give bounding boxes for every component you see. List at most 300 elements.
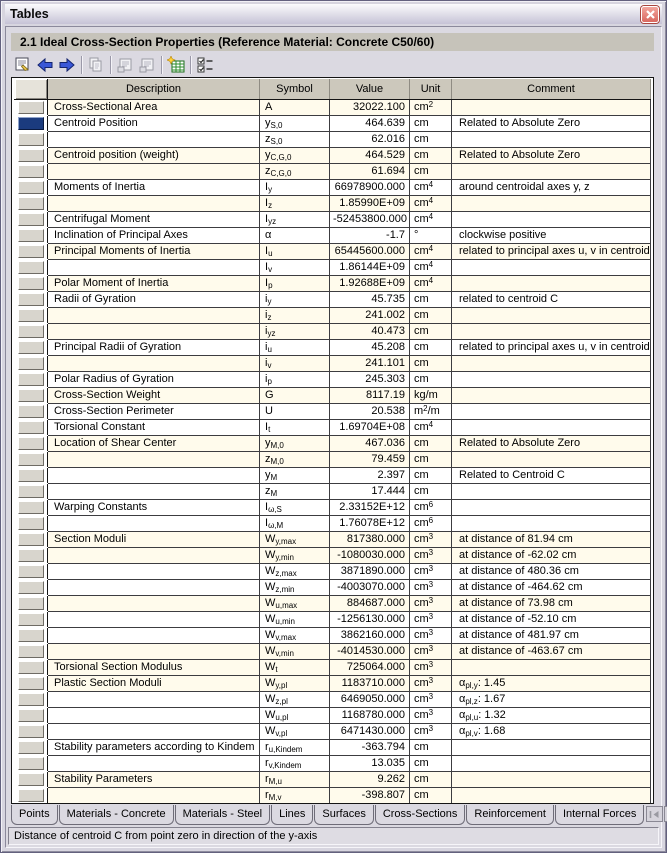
symbol-cell[interactable]: $i_z$ bbox=[260, 307, 330, 323]
row-selector-cell[interactable] bbox=[15, 195, 48, 211]
row-selector-button[interactable] bbox=[18, 597, 44, 610]
unit-cell[interactable]: cm bbox=[410, 291, 452, 307]
comment-cell[interactable]: at distance of 480.36 cm bbox=[452, 563, 651, 579]
unit-cell[interactable]: cm bbox=[410, 435, 452, 451]
row-selector-cell[interactable] bbox=[15, 547, 48, 563]
row-selector-cell[interactable] bbox=[15, 723, 48, 739]
table-row[interactable] bbox=[15, 451, 651, 467]
row-selector-cell[interactable] bbox=[15, 451, 48, 467]
row-selector-cell[interactable] bbox=[15, 659, 48, 675]
row-selector-button[interactable] bbox=[18, 757, 44, 770]
table-row[interactable] bbox=[15, 547, 651, 563]
table-row[interactable] bbox=[15, 691, 651, 707]
symbol-cell[interactable]: $I_y$ bbox=[260, 179, 330, 195]
unit-cell[interactable]: cm bbox=[410, 787, 452, 803]
row-selector-button[interactable] bbox=[18, 421, 44, 434]
symbol-cell[interactable]: $I_p$ bbox=[260, 275, 330, 291]
symbol-cell[interactable]: $y_{S,0}$ bbox=[260, 115, 330, 131]
table-row[interactable] bbox=[15, 755, 651, 771]
symbol-cell[interactable]: $i_p$ bbox=[260, 371, 330, 387]
unit-cell[interactable]: cm bbox=[410, 147, 452, 163]
row-selector-button[interactable] bbox=[18, 677, 44, 690]
table-row[interactable] bbox=[15, 611, 651, 627]
row-selector-button[interactable] bbox=[18, 325, 44, 338]
comment-cell[interactable]: Related to Absolute Zero bbox=[452, 147, 651, 163]
row-selector-cell[interactable] bbox=[15, 179, 48, 195]
row-selector-button[interactable] bbox=[18, 629, 44, 642]
row-selector-cell[interactable] bbox=[15, 531, 48, 547]
unit-cell[interactable]: $cm^3$ bbox=[410, 547, 452, 563]
symbol-cell[interactable]: $I_v$ bbox=[260, 259, 330, 275]
comment-cell[interactable] bbox=[452, 355, 651, 371]
comment-cell[interactable] bbox=[452, 483, 651, 499]
comment-cell[interactable] bbox=[452, 131, 651, 147]
unit-cell[interactable]: cm bbox=[410, 163, 452, 179]
value-cell[interactable]: 2.397 bbox=[330, 467, 410, 483]
comment-cell[interactable]: related to centroid C bbox=[452, 291, 651, 307]
comment-cell[interactable]: at distance of 481.97 cm bbox=[452, 627, 651, 643]
description-cell[interactable]: Principal Moments of Inertia bbox=[48, 243, 260, 259]
row-selector-button[interactable] bbox=[18, 309, 44, 322]
description-cell[interactable]: Plastic Section Moduli bbox=[48, 675, 260, 691]
tab-lines[interactable]: Lines bbox=[271, 805, 313, 825]
row-selector-button[interactable] bbox=[18, 693, 44, 706]
row-selector-cell[interactable] bbox=[15, 707, 48, 723]
value-cell[interactable]: 13.035 bbox=[330, 755, 410, 771]
comment-cell[interactable]: clockwise positive bbox=[452, 227, 651, 243]
unit-cell[interactable]: $cm^3$ bbox=[410, 691, 452, 707]
value-cell[interactable]: 8117.19 bbox=[330, 387, 410, 403]
unit-cell[interactable]: cm bbox=[410, 755, 452, 771]
table-row[interactable] bbox=[15, 179, 651, 195]
comment-cell[interactable] bbox=[452, 739, 651, 755]
next-table-button[interactable] bbox=[56, 54, 78, 76]
unit-cell[interactable]: $cm^3$ bbox=[410, 723, 452, 739]
unit-cell[interactable]: cm bbox=[410, 451, 452, 467]
unit-cell[interactable]: $cm^2$ bbox=[410, 99, 452, 115]
row-selector-cell[interactable] bbox=[15, 579, 48, 595]
description-cell[interactable]: Cross-Section Perimeter bbox=[48, 403, 260, 419]
unit-cell[interactable]: cm bbox=[410, 323, 452, 339]
row-selector-cell[interactable] bbox=[15, 211, 48, 227]
table-row[interactable] bbox=[15, 115, 651, 131]
value-cell[interactable]: 2.33152E+12 bbox=[330, 499, 410, 515]
unit-cell[interactable]: $cm^4$ bbox=[410, 243, 452, 259]
table-row[interactable] bbox=[15, 371, 651, 387]
row-selector-button[interactable] bbox=[18, 181, 44, 194]
value-cell[interactable]: 1.76078E+12 bbox=[330, 515, 410, 531]
description-cell[interactable] bbox=[48, 595, 260, 611]
value-cell[interactable]: 1.86144E+09 bbox=[330, 259, 410, 275]
description-cell[interactable] bbox=[48, 355, 260, 371]
symbol-cell[interactable]: $I_u$ bbox=[260, 243, 330, 259]
table-row[interactable] bbox=[15, 339, 651, 355]
value-cell[interactable]: 1.85990E+09 bbox=[330, 195, 410, 211]
description-cell[interactable]: Polar Radius of Gyration bbox=[48, 371, 260, 387]
symbol-cell[interactable]: $z_{C,G,0}$ bbox=[260, 163, 330, 179]
value-cell[interactable]: 40.473 bbox=[330, 323, 410, 339]
table-row[interactable] bbox=[15, 227, 651, 243]
symbol-cell[interactable]: $W_{v,min}$ bbox=[260, 643, 330, 659]
row-selector-button[interactable] bbox=[18, 581, 44, 594]
table-row[interactable] bbox=[15, 723, 651, 739]
comment-cell[interactable]: at distance of -464.62 cm bbox=[452, 579, 651, 595]
table-row[interactable] bbox=[15, 195, 651, 211]
table-row[interactable] bbox=[15, 579, 651, 595]
comment-cell[interactable] bbox=[452, 307, 651, 323]
comment-cell[interactable] bbox=[452, 755, 651, 771]
symbol-cell[interactable]: $y_{M,0}$ bbox=[260, 435, 330, 451]
symbol-cell[interactable]: $W_{y,pl}$ bbox=[260, 675, 330, 691]
row-selector-cell[interactable] bbox=[15, 755, 48, 771]
value-cell[interactable]: 17.444 bbox=[330, 483, 410, 499]
description-cell[interactable] bbox=[48, 563, 260, 579]
description-cell[interactable] bbox=[48, 307, 260, 323]
symbol-cell[interactable]: $I_t$ bbox=[260, 419, 330, 435]
description-cell[interactable] bbox=[48, 163, 260, 179]
comment-cell[interactable] bbox=[452, 515, 651, 531]
comment-cell[interactable] bbox=[452, 499, 651, 515]
row-selector-button[interactable] bbox=[18, 357, 44, 370]
value-cell[interactable]: 62.016 bbox=[330, 131, 410, 147]
row-selector-button[interactable] bbox=[18, 741, 44, 754]
description-cell[interactable]: Centroid Position bbox=[48, 115, 260, 131]
table-row[interactable] bbox=[15, 531, 651, 547]
value-cell[interactable]: 1.92688E+09 bbox=[330, 275, 410, 291]
row-selector-button[interactable] bbox=[18, 773, 44, 786]
table-row[interactable] bbox=[15, 275, 651, 291]
unit-cell[interactable]: cm bbox=[410, 307, 452, 323]
description-cell[interactable] bbox=[48, 195, 260, 211]
value-cell[interactable]: -363.794 bbox=[330, 739, 410, 755]
comment-cell[interactable]: related to principal axes u, v in centroid bbox=[452, 243, 651, 259]
row-selector-cell[interactable] bbox=[15, 627, 48, 643]
unit-cell[interactable]: $cm^3$ bbox=[410, 531, 452, 547]
tab-materials-steel[interactable]: Materials - Steel bbox=[175, 805, 270, 825]
row-selector-cell[interactable] bbox=[15, 115, 48, 131]
row-selector-button[interactable] bbox=[18, 709, 44, 722]
row-selector-cell[interactable] bbox=[15, 163, 48, 179]
value-cell[interactable]: -398.807 bbox=[330, 787, 410, 803]
row-selector-cell[interactable] bbox=[15, 323, 48, 339]
row-selector-cell[interactable] bbox=[15, 291, 48, 307]
tab-materials-concrete[interactable]: Materials - Concrete bbox=[59, 805, 174, 825]
symbol-cell[interactable]: $y_M$ bbox=[260, 467, 330, 483]
value-cell[interactable]: 3871890.000 bbox=[330, 563, 410, 579]
symbol-cell[interactable]: $z_{M,0}$ bbox=[260, 451, 330, 467]
symbol-cell[interactable]: $W_{z,min}$ bbox=[260, 579, 330, 595]
row-selector-cell[interactable] bbox=[15, 435, 48, 451]
tab-internal-forces[interactable]: Internal Forces bbox=[555, 805, 644, 825]
unit-cell[interactable]: $cm^6$ bbox=[410, 515, 452, 531]
comment-cell[interactable] bbox=[452, 163, 651, 179]
table-row[interactable] bbox=[15, 323, 651, 339]
value-cell[interactable]: -4003070.000 bbox=[330, 579, 410, 595]
table-row[interactable] bbox=[15, 211, 651, 227]
unit-cell[interactable]: $cm^4$ bbox=[410, 195, 452, 211]
table-row[interactable] bbox=[15, 419, 651, 435]
value-cell[interactable]: 884687.000 bbox=[330, 595, 410, 611]
description-cell[interactable]: Cross-Section Weight bbox=[48, 387, 260, 403]
row-selector-cell[interactable] bbox=[15, 403, 48, 419]
value-cell[interactable]: 9.262 bbox=[330, 771, 410, 787]
value-cell[interactable]: 32022.100 bbox=[330, 99, 410, 115]
row-selector-button[interactable] bbox=[18, 341, 44, 354]
report-pages-button[interactable] bbox=[136, 54, 158, 76]
value-cell[interactable]: 79.459 bbox=[330, 451, 410, 467]
symbol-cell[interactable]: U bbox=[260, 403, 330, 419]
symbol-cell[interactable]: $W_{v,pl}$ bbox=[260, 723, 330, 739]
comment-cell[interactable] bbox=[452, 787, 651, 803]
table-row[interactable] bbox=[15, 739, 651, 755]
comment-cell[interactable]: at distance of 81.94 cm bbox=[452, 531, 651, 547]
comment-cell[interactable]: around centroidal axes y, z bbox=[452, 179, 651, 195]
row-selector-cell[interactable] bbox=[15, 147, 48, 163]
row-selector-button[interactable] bbox=[18, 277, 44, 290]
row-selector-button[interactable] bbox=[18, 469, 44, 482]
comment-cell[interactable]: Related to Centroid C bbox=[452, 467, 651, 483]
symbol-cell[interactable]: $W_{y,max}$ bbox=[260, 531, 330, 547]
description-cell[interactable]: Torsional Constant bbox=[48, 419, 260, 435]
unit-cell[interactable]: $cm^3$ bbox=[410, 595, 452, 611]
row-selector-cell[interactable] bbox=[15, 675, 48, 691]
description-cell[interactable]: Principal Radii of Gyration bbox=[48, 339, 260, 355]
value-cell[interactable]: 1168780.000 bbox=[330, 707, 410, 723]
value-cell[interactable]: 725064.000 bbox=[330, 659, 410, 675]
table-row[interactable] bbox=[15, 499, 651, 515]
row-selector-cell[interactable] bbox=[15, 611, 48, 627]
row-selector-cell[interactable] bbox=[15, 355, 48, 371]
comment-cell[interactable] bbox=[452, 387, 651, 403]
symbol-cell[interactable]: $r_{u,Kindem}$ bbox=[260, 739, 330, 755]
row-selector-cell[interactable] bbox=[15, 259, 48, 275]
value-cell[interactable]: 66978900.000 bbox=[330, 179, 410, 195]
comment-cell[interactable] bbox=[452, 403, 651, 419]
description-cell[interactable] bbox=[48, 323, 260, 339]
unit-cell[interactable]: cm bbox=[410, 355, 452, 371]
row-selector-cell[interactable] bbox=[15, 419, 48, 435]
row-selector-button[interactable] bbox=[18, 165, 44, 178]
description-cell[interactable] bbox=[48, 611, 260, 627]
row-selector-cell[interactable] bbox=[15, 483, 48, 499]
description-cell[interactable]: Centroid position (weight) bbox=[48, 147, 260, 163]
comment-cell[interactable]: $\alpha_{pl,z}$: 1.67 bbox=[452, 691, 651, 707]
description-cell[interactable]: Inclination of Principal Axes bbox=[48, 227, 260, 243]
description-cell[interactable]: Radii of Gyration bbox=[48, 291, 260, 307]
copy-button[interactable] bbox=[85, 54, 107, 76]
unit-cell[interactable]: cm bbox=[410, 339, 452, 355]
unit-cell[interactable]: cm bbox=[410, 467, 452, 483]
row-selector-cell[interactable] bbox=[15, 131, 48, 147]
description-cell[interactable] bbox=[48, 755, 260, 771]
row-selector-button[interactable] bbox=[18, 229, 44, 242]
value-cell[interactable]: 1183710.000 bbox=[330, 675, 410, 691]
row-selector-button[interactable] bbox=[18, 661, 44, 674]
row-selector-cell[interactable] bbox=[15, 515, 48, 531]
row-selector-button[interactable] bbox=[18, 245, 44, 258]
description-cell[interactable]: Section Moduli bbox=[48, 531, 260, 547]
value-cell[interactable]: 61.694 bbox=[330, 163, 410, 179]
row-selector-button[interactable] bbox=[18, 453, 44, 466]
row-selector-button[interactable] bbox=[18, 789, 44, 802]
value-cell[interactable]: -1.7 bbox=[330, 227, 410, 243]
unit-cell[interactable]: cm bbox=[410, 739, 452, 755]
row-selector-cell[interactable] bbox=[15, 371, 48, 387]
close-button[interactable] bbox=[641, 6, 659, 23]
row-selector-button[interactable] bbox=[18, 533, 44, 546]
value-cell[interactable]: 45.735 bbox=[330, 291, 410, 307]
row-selector-button[interactable] bbox=[18, 405, 44, 418]
row-selector-cell[interactable] bbox=[15, 563, 48, 579]
description-cell[interactable] bbox=[48, 547, 260, 563]
symbol-cell[interactable]: $W_{z,max}$ bbox=[260, 563, 330, 579]
description-cell[interactable] bbox=[48, 467, 260, 483]
display-options-button[interactable] bbox=[194, 54, 216, 76]
comment-cell[interactable]: $\alpha_{pl,u}$: 1.32 bbox=[452, 707, 651, 723]
comment-cell[interactable]: $\alpha_{pl,y}$: 1.45 bbox=[452, 675, 651, 691]
description-cell[interactable] bbox=[48, 723, 260, 739]
unit-cell[interactable]: cm bbox=[410, 115, 452, 131]
row-selector-cell[interactable] bbox=[15, 99, 48, 115]
description-cell[interactable] bbox=[48, 691, 260, 707]
value-cell[interactable]: 6471430.000 bbox=[330, 723, 410, 739]
row-selector-button[interactable] bbox=[18, 501, 44, 514]
table-row[interactable] bbox=[15, 595, 651, 611]
comment-cell[interactable] bbox=[452, 659, 651, 675]
symbol-cell[interactable]: $I_{yz}$ bbox=[260, 211, 330, 227]
symbol-cell[interactable]: $i_y$ bbox=[260, 291, 330, 307]
table-row[interactable] bbox=[15, 163, 651, 179]
value-cell[interactable]: 464.639 bbox=[330, 115, 410, 131]
description-cell[interactable] bbox=[48, 515, 260, 531]
comment-cell[interactable]: at distance of 73.98 cm bbox=[452, 595, 651, 611]
unit-cell[interactable]: $cm^3$ bbox=[410, 563, 452, 579]
row-selector-cell[interactable] bbox=[15, 339, 48, 355]
value-cell[interactable]: -1080030.000 bbox=[330, 547, 410, 563]
row-selector-cell[interactable] bbox=[15, 307, 48, 323]
row-selector-button[interactable] bbox=[18, 485, 44, 498]
row-selector-cell[interactable] bbox=[15, 771, 48, 787]
description-cell[interactable]: Polar Moment of Inertia bbox=[48, 275, 260, 291]
comment-cell[interactable]: $\alpha_{pl,v}$: 1.68 bbox=[452, 723, 651, 739]
value-cell[interactable]: 65445600.000 bbox=[330, 243, 410, 259]
unit-cell[interactable]: $cm^3$ bbox=[410, 579, 452, 595]
unit-cell[interactable]: $cm^3$ bbox=[410, 643, 452, 659]
row-selector-cell[interactable] bbox=[15, 595, 48, 611]
unit-cell[interactable]: $m^2/m$ bbox=[410, 403, 452, 419]
unit-cell[interactable]: $cm^4$ bbox=[410, 211, 452, 227]
row-selector-button[interactable] bbox=[18, 725, 44, 738]
row-selector-button[interactable] bbox=[18, 293, 44, 306]
symbol-cell[interactable]: $W_{u,min}$ bbox=[260, 611, 330, 627]
symbol-cell[interactable]: $r_{v,Kindem}$ bbox=[260, 755, 330, 771]
table-row[interactable] bbox=[15, 147, 651, 163]
description-cell[interactable] bbox=[48, 707, 260, 723]
comment-cell[interactable] bbox=[452, 371, 651, 387]
comment-cell[interactable]: Related to Absolute Zero bbox=[452, 435, 651, 451]
symbol-cell[interactable]: $z_M$ bbox=[260, 483, 330, 499]
description-cell[interactable] bbox=[48, 483, 260, 499]
unit-cell[interactable]: cm bbox=[410, 771, 452, 787]
row-selector-button[interactable] bbox=[18, 149, 44, 162]
description-cell[interactable]: Cross-Sectional Area bbox=[48, 99, 260, 115]
description-cell[interactable] bbox=[48, 787, 260, 803]
unit-cell[interactable]: $cm^4$ bbox=[410, 179, 452, 195]
unit-cell[interactable]: $cm^4$ bbox=[410, 259, 452, 275]
description-cell[interactable] bbox=[48, 627, 260, 643]
row-selector-cell[interactable] bbox=[15, 643, 48, 659]
unit-cell[interactable]: cm bbox=[410, 131, 452, 147]
unit-cell[interactable]: $cm^3$ bbox=[410, 707, 452, 723]
properties-button[interactable] bbox=[12, 54, 34, 76]
unit-cell[interactable]: $cm^3$ bbox=[410, 659, 452, 675]
table-row[interactable] bbox=[15, 259, 651, 275]
row-selector-cell[interactable] bbox=[15, 243, 48, 259]
tab-cross-sections[interactable]: Cross-Sections bbox=[375, 805, 466, 825]
row-selector-button[interactable] bbox=[18, 517, 44, 530]
titlebar[interactable] bbox=[5, 4, 662, 24]
table-row[interactable] bbox=[15, 435, 651, 451]
comment-cell[interactable] bbox=[452, 419, 651, 435]
unit-cell[interactable]: $cm^3$ bbox=[410, 675, 452, 691]
row-selector-button[interactable] bbox=[18, 373, 44, 386]
value-cell[interactable]: -52453800.000 bbox=[330, 211, 410, 227]
symbol-cell[interactable]: $W_{y,min}$ bbox=[260, 547, 330, 563]
symbol-cell[interactable]: $W_{u,max}$ bbox=[260, 595, 330, 611]
symbol-cell[interactable]: $i_v$ bbox=[260, 355, 330, 371]
unit-cell[interactable]: $cm^4$ bbox=[410, 275, 452, 291]
comment-cell[interactable]: at distance of -62.02 cm bbox=[452, 547, 651, 563]
symbol-cell[interactable]: $i_{yz}$ bbox=[260, 323, 330, 339]
symbol-cell[interactable]: $r_{M,u}$ bbox=[260, 771, 330, 787]
row-selector-cell[interactable] bbox=[15, 275, 48, 291]
value-cell[interactable]: 1.69704E+08 bbox=[330, 419, 410, 435]
value-cell[interactable]: 241.101 bbox=[330, 355, 410, 371]
comment-cell[interactable]: at distance of -463.67 cm bbox=[452, 643, 651, 659]
row-selector-cell[interactable] bbox=[15, 787, 48, 803]
description-cell[interactable]: Stability parameters according to Kindem bbox=[48, 739, 260, 755]
table-row[interactable] bbox=[15, 659, 651, 675]
symbol-cell[interactable]: $z_{S,0}$ bbox=[260, 131, 330, 147]
table-row[interactable] bbox=[15, 307, 651, 323]
unit-cell[interactable]: $cm^4$ bbox=[410, 419, 452, 435]
comment-cell[interactable] bbox=[452, 451, 651, 467]
table-row[interactable] bbox=[15, 291, 651, 307]
unit-cell[interactable]: $cm^3$ bbox=[410, 627, 452, 643]
table-row[interactable] bbox=[15, 355, 651, 371]
description-cell[interactable]: Moments of Inertia bbox=[48, 179, 260, 195]
previous-table-button[interactable] bbox=[34, 54, 56, 76]
row-selector-cell[interactable] bbox=[15, 691, 48, 707]
row-selector-cell[interactable] bbox=[15, 499, 48, 515]
first-table-tab-button[interactable] bbox=[646, 806, 663, 822]
description-cell[interactable]: Torsional Section Modulus bbox=[48, 659, 260, 675]
description-cell[interactable] bbox=[48, 131, 260, 147]
unit-cell[interactable]: kg/m bbox=[410, 387, 452, 403]
comment-cell[interactable] bbox=[452, 323, 651, 339]
comment-cell[interactable] bbox=[452, 211, 651, 227]
value-cell[interactable]: 3862160.000 bbox=[330, 627, 410, 643]
description-cell[interactable] bbox=[48, 579, 260, 595]
table-row[interactable] bbox=[15, 515, 651, 531]
select-all-header-cell[interactable] bbox=[15, 79, 48, 99]
row-selector-button[interactable] bbox=[18, 213, 44, 226]
row-selector-button[interactable] bbox=[18, 565, 44, 578]
comment-cell[interactable]: related to principal axes u, v in centroid bbox=[452, 339, 651, 355]
row-selector-cell[interactable] bbox=[15, 227, 48, 243]
row-selector-button[interactable] bbox=[18, 197, 44, 210]
description-cell[interactable]: Centrifugal Moment bbox=[48, 211, 260, 227]
